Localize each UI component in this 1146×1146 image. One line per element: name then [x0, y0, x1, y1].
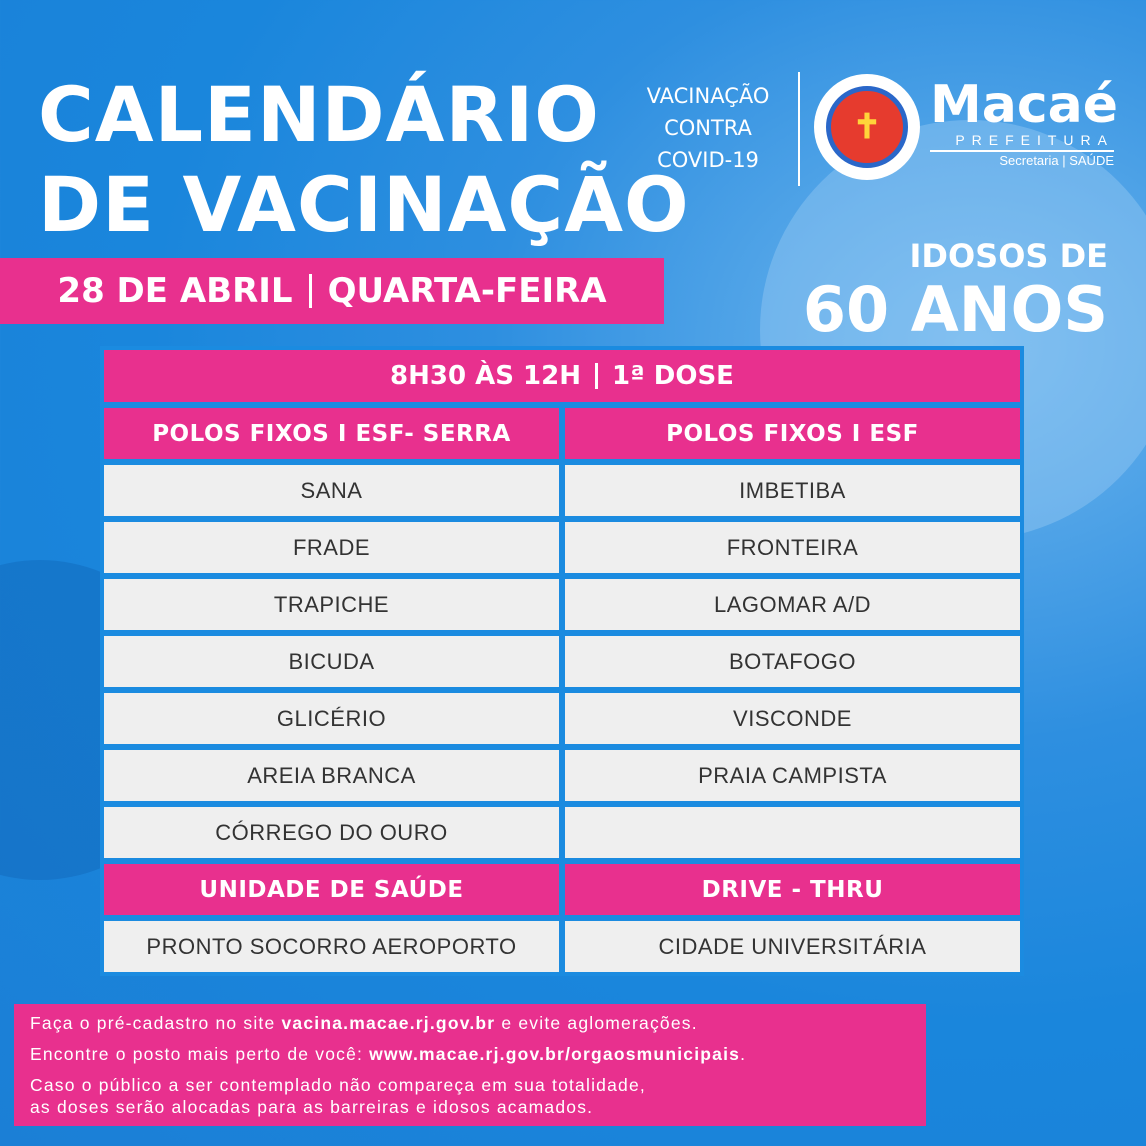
site-link[interactable]: www.macae.rj.gov.br/orgaosmunicipais — [369, 1044, 741, 1064]
table-cell: BICUDA — [104, 636, 559, 687]
schedule-time-header: 8H30 ÀS 12H 1ª DOSE — [104, 350, 1020, 402]
table-cell: IMBETIBA — [565, 465, 1020, 516]
section-header: UNIDADE DE SAÚDE — [104, 864, 559, 915]
campaign-label: VACINAÇÃO CONTRA COVID-19 — [646, 84, 770, 172]
table-cell: CÓRREGO DO OURO — [104, 807, 559, 858]
table-cell: PRONTO SOCORRO AEROPORTO — [104, 921, 559, 972]
table-cell: SANA — [104, 465, 559, 516]
column-header: POLOS FIXOS I ESF — [565, 408, 1020, 459]
table-cell: TRAPICHE — [104, 579, 559, 630]
table-cell: AREIA BRANCA — [104, 750, 559, 801]
left-column — [104, 408, 559, 972]
divider — [309, 274, 312, 308]
city-crest-icon: ✝ — [814, 74, 920, 180]
table-cell: CIDADE UNIVERSITÁRIA — [565, 921, 1020, 972]
date-banner — [0, 258, 664, 324]
table-cell: BOTAFOGO — [565, 636, 1020, 687]
section-header: DRIVE - THRU — [565, 864, 1020, 915]
table-cell: FRADE — [104, 522, 559, 573]
page-title: CALENDÁRIO DE VACINAÇÃO — [38, 70, 690, 249]
table-cell-empty — [565, 807, 1020, 858]
table-cell: LAGOMAR A/D — [565, 579, 1020, 630]
footer-notice: Faça o pré-cadastro no site vacina.macae.rj.gov.br e evite aglomerações. Encontre o posto mais perto de você: www.macae.rj.gov.br/orgaosmunicipais. Caso o público a ser contemplado não compareça em sua totalidade, as doses serão alocadas para as barreiras e idosos acamados. — [14, 1004, 926, 1126]
table-cell: VISCONDE — [565, 693, 1020, 744]
column-header: POLOS FIXOS I ESF- SERRA — [104, 408, 559, 459]
brand-logo: Macaé PREFEITURA Secretaria | SAÚDE — [930, 75, 1119, 168]
divider — [798, 72, 800, 186]
table-cell: FRONTEIRA — [565, 522, 1020, 573]
audience-label: IDOSOS DE 60 ANOS — [802, 237, 1108, 346]
table-cell: PRAIA CAMPISTA — [565, 750, 1020, 801]
date-weekday: QUARTA-FEIRA — [327, 271, 607, 311]
table-cell: GLICÉRIO — [104, 693, 559, 744]
right-column — [565, 408, 1020, 972]
schedule-table — [100, 346, 1024, 976]
site-link[interactable]: vacina.macae.rj.gov.br — [281, 1013, 496, 1033]
date-day: 28 DE ABRIL — [57, 271, 293, 311]
